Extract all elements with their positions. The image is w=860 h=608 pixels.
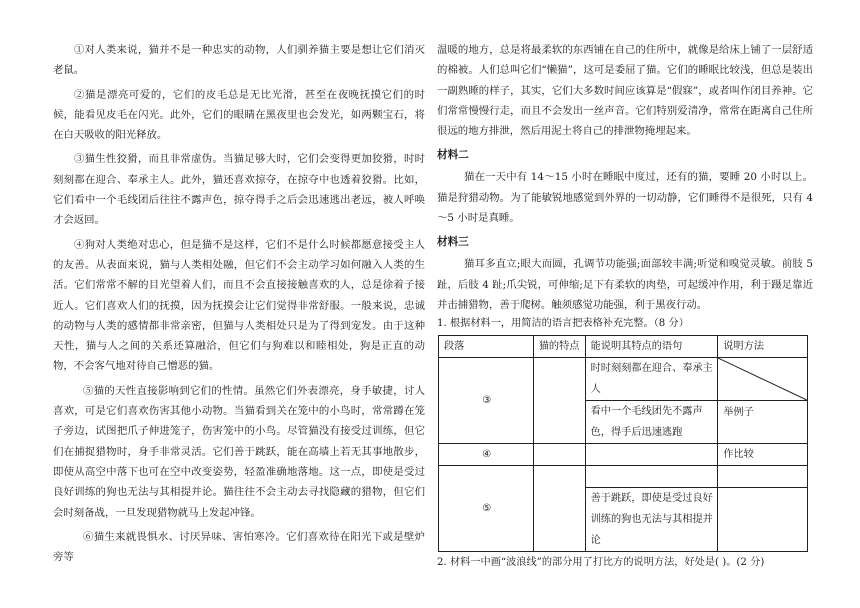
header-paragraph: 段落 bbox=[439, 336, 534, 358]
sentence-cell: 时时刻刻都在迎合、奉承主人 bbox=[585, 358, 718, 401]
paragraph-5: ⑤猫的天性直接影响到它们的性情。虽然它们外表漂亮，身手敏捷，讨人喜欢，可是它们喜欢伤害其他小动物。当猫看到关在笼中的小鸟时，常常蹲在笼子旁边，试图把爪子伸进笼子，伤害笼中的小鸟。尽管猫没有接受过训练，但它们在捕捉猎物时，身手非常灵活。它们善于跳跃，能在高墙上若无其事地散步，即使从高空中落下也可在空中改变姿势，轻盈准确地落地。这一点，即使是受过良好训练的狗也无法与其相提并论。猫往往不会主动去寻找隐藏的猎物，但它们会时刻备战，一旦发现猎物就马上发起冲锋。 bbox=[53, 384, 425, 519]
question-1: 1. 根据材料一，用简洁的语言把表格补充完整。（8 分） bbox=[437, 318, 689, 330]
answer-cell[interactable] bbox=[718, 466, 808, 488]
row-label-3: ③ bbox=[439, 358, 534, 444]
table-row bbox=[439, 444, 808, 466]
material-3-text: 猫耳多直立;眼大而圆，孔调节功能强;面部较丰满;听觉和嗅觉灵敏。前肢 5 趾，后肢 4 趾;爪尖锐，可伸缩;足下有柔软的肉垫，可起缓冲作用，利于蹑足靠近并击捕猎物，善于爬树。触须感觉功能强，利于黑夜行动。 bbox=[437, 258, 813, 311]
answer-cell[interactable] bbox=[533, 466, 585, 552]
answer-cell[interactable] bbox=[718, 488, 808, 552]
diagonal-line bbox=[718, 358, 807, 400]
sentence-cell: 看中一个毛线团先不露声色，得手后迅速逃跑 bbox=[585, 401, 718, 444]
table-header-row bbox=[439, 336, 808, 358]
paragraph-2: ②猫是漂亮可爱的，它们的皮毛总是无比光滑，甚至在夜晚抚摸它们的时候，能看见皮毛在闪光。此外，它们的眼睛在黑夜里也会发光，如两颗宝石，将在白天吸收的阳光释放。 bbox=[53, 88, 425, 142]
paragraph-6-start: ⑥猫生来就畏惧水、讨厌异味、害怕寒冷。它们喜欢待在阳光下或是壁炉旁等 bbox=[53, 530, 425, 564]
header-method: 说明方法 bbox=[718, 336, 808, 358]
answer-cell[interactable] bbox=[533, 444, 585, 466]
sentence-cell: 善于跳跃，即使是受过良好训练的狗也无法与其相提并论 bbox=[585, 488, 718, 552]
paragraph-1: ①对人类来说，猫并不是一种忠实的动物，人们驯养猫主要是想让它们消灭老鼠。 bbox=[53, 44, 425, 77]
paragraph-6-continued: 温暖的地方，总是将最柔软的东西铺在自己的住所中，就像是给床上铺了一层舒适的棉被。人们总叫它们“懒猫”，这可是委屈了猫。它们的睡眠比较浅，但总是装出一副熟睡的样子，其实，它们大多数时间应该算是“假寐”，或者叫作闭目养神。它们常常慢慢行走，而且不会发出一丝声音。它们特别爱清净，常常在距离自己住所很远的地方排泄，然后用泥土将自己的排泄物掩埋起来。 bbox=[437, 44, 813, 138]
material-3-title: 材料三 bbox=[437, 236, 469, 249]
answer-cell[interactable] bbox=[585, 466, 718, 488]
question-2: 2. 材料一中画“波浪线”的部分用了打比方的说明方法，好处是( )。(2 分) bbox=[437, 557, 765, 569]
paragraph-4: ④狗对人类绝对忠心，但是猫不是这样，它们不是什么时候都愿意接受主人的友善。从表面来说，猫与人类相处融，但它们不会主动学习如何融入人类的生活。它们常常不解的目光望着人们，而且不会直接接触喜欢的人，总是徐着子接近人。它们喜欢人们的抚摸，因为抚摸会让它们觉得非常舒服。一般来说，忠诚的动物与人类的感情都非常亲密，但猫与人类相处只是为了得到宠发。由于这种天性，猫与人之间的关系还算融洽，但它们与狗难以和睦相处，狗是正直的动物，不会客气地对待自己憎恶的猫。 bbox=[53, 238, 425, 373]
material-2-title: 材料二 bbox=[437, 149, 469, 162]
row-label-4: ④ bbox=[439, 444, 534, 466]
header-feature: 猫的特点 bbox=[533, 336, 585, 358]
header-sentence: 能说明其特点的语句 bbox=[585, 336, 718, 358]
material-2-text: 猫在一天中有 14～15 小时在睡眠中度过，还有的猫，要睡 20 小时以上。猫是狩猎动物。为了能敏锐地感觉到外界的一切动静，它们睡得不是很死，只有 4～5 小时是真睡。 bbox=[437, 171, 813, 225]
table-row bbox=[439, 358, 808, 401]
paragraph-3: ③猫生性狡猾，而且非常虚伪。当猫足够大时，它们会变得更加狡猾，时时刻刻都在迎合、奉承主人。此外，猫还喜欢掠夺，在掠夺中也透着狡猾。比如，它们看中一个毛线团后往往不露声色，掠夺得手之后会迅速逃出老远，被人呼唤才会返回。 bbox=[53, 153, 425, 227]
table-row bbox=[439, 466, 808, 488]
method-cell: 举例子 bbox=[718, 401, 808, 444]
method-cell: 作比较 bbox=[718, 444, 808, 466]
answer-cell[interactable] bbox=[585, 444, 718, 466]
answer-table bbox=[438, 335, 808, 552]
left-column bbox=[53, 0, 425, 567]
answer-cell[interactable] bbox=[533, 358, 585, 444]
right-column bbox=[437, 0, 813, 571]
row-label-5: ⑤ bbox=[439, 466, 534, 552]
diagonal-cell bbox=[718, 358, 808, 401]
